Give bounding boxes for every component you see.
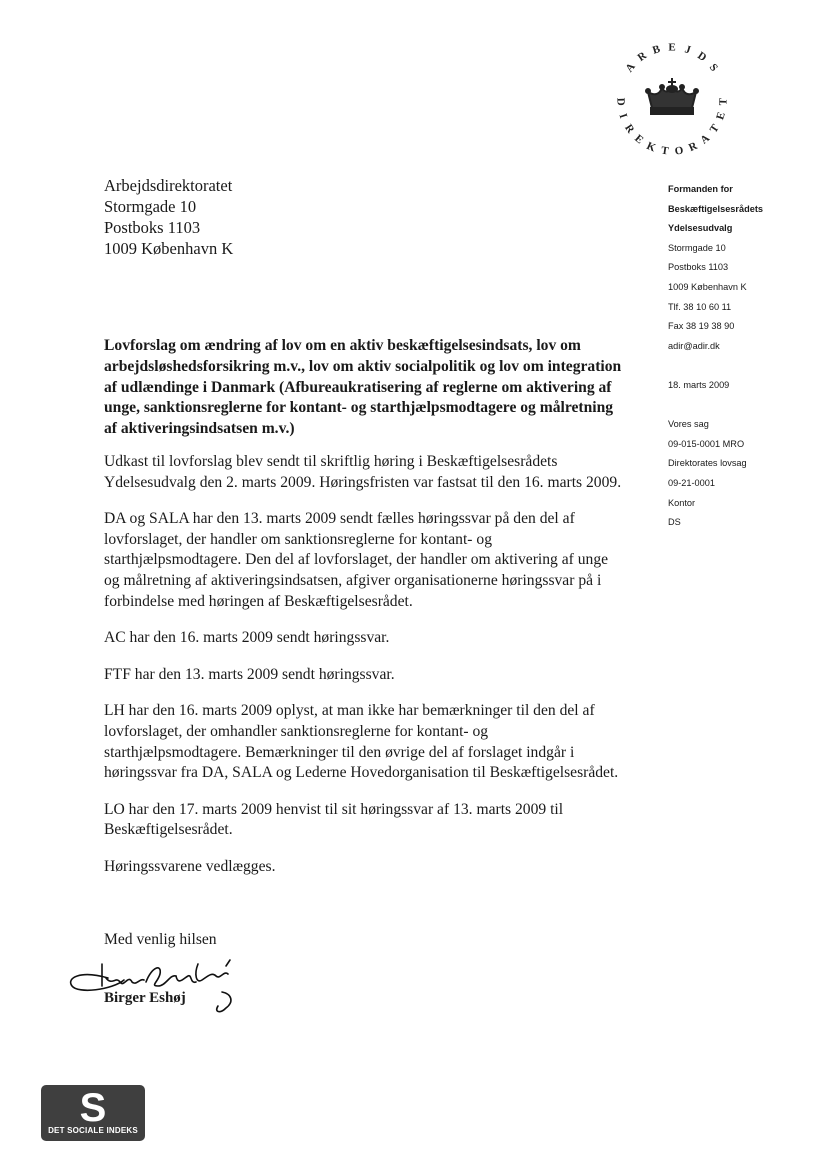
sidebar-ref-line: 09-21-0001 (668, 477, 715, 488)
sidebar-ref-line: Kontor (668, 497, 696, 508)
body-paragraph: LH har den 16. marts 2009 oplyst, at man ikke har bemærkninger til den del af lovforslaget, der omhandler sanktionsreglerne for kontant- og starthjælpsmodtagere. Bemærkninger til den øvrige del af forslaget indgår i høringssvar fra DA, SALA og Lederne Hovedorganisation til Beskæftigelsesrådet. (104, 702, 619, 782)
sidebar-ref-line: DS (668, 517, 681, 528)
seal-letter: T (660, 144, 670, 158)
recipient-line: 1009 København K (104, 239, 234, 258)
body-paragraph: FTF har den 13. marts 2009 sendt høringssvar. (104, 665, 395, 683)
sidebar-address-line: 1009 København K (668, 281, 747, 292)
crown-icon (646, 78, 698, 114)
seal-letter: R (622, 122, 637, 136)
recipient-line: Postboks 1103 (104, 218, 201, 237)
sidebar-org-line: Ydelsesudvalg (668, 223, 733, 234)
sidebar-ref-line: Direktorates lovsag (668, 458, 747, 469)
sidebar-ref-line: 09-015-0001 MRO (668, 438, 745, 449)
seal-letter: E (714, 110, 728, 122)
seal-letter: A (623, 60, 638, 75)
recipient-address (104, 175, 233, 259)
sidebar-email: adir@adir.dk (668, 340, 720, 351)
body-paragraph: AC har den 16. marts 2009 sendt høringssvar. (104, 629, 390, 647)
seal-letter: D (614, 97, 627, 106)
arbejdsdirektoratet-seal (604, 36, 740, 160)
seal-letter: B (651, 43, 662, 57)
letter-date: 18. marts 2009 (668, 379, 730, 390)
letter-subject: Lovforslag om ændring af lov om en aktiv beskæftigelsesindsats, lov om arbejdsløshedsforsikring m.v., lov om aktiv socialpolitik og lov om integration af udlændinge i Danmark (Afbureaukratisering af reglerne om aktivering af unge, sanktionsreglerne for kontant- og starthjælpsmodtagere og målretning af aktiveringsindsatsen m.v.) (104, 337, 622, 438)
sender-sidebar (668, 180, 818, 533)
sidebar-phone: Tlf. 38 10 60 11 (668, 301, 732, 312)
body-paragraph: Høringssvarene vedlægges. (104, 857, 276, 875)
seal-letter: J (683, 43, 693, 57)
recipient-line: Arbejdsdirektoratet (104, 176, 233, 195)
sidebar-address-line: Postboks 1103 (668, 262, 729, 273)
det-sociale-indeks-logo (41, 1085, 145, 1141)
seal-letter: K (644, 139, 658, 155)
seal-letter: S (706, 61, 720, 74)
sidebar-fax: Fax 38 19 38 90 (668, 321, 735, 332)
sidebar-address-line: Stormgade 10 (668, 242, 726, 253)
seal-letter: A (698, 132, 713, 147)
seal-letter: E (668, 41, 676, 54)
logo-text: DET SOCIALE INDEKS (48, 1126, 138, 1135)
seal-letter: R (635, 49, 649, 65)
signer-name: Birger Eshøj (104, 990, 186, 1006)
seal-letter: O (674, 144, 685, 158)
seal-letter: I (616, 112, 630, 120)
body-paragraph: DA og SALA har den 13. marts 2009 sendt fælles høringssvar på den del af lovforslaget, der handler om sanktionsreglerne for kontant- og starthjælpsmodtagere. Den del af lovforslaget, der handler om aktivering af unge og målretning af aktiveringsindsatsen, afgiver organisationerne høringssvar på i forbindelse med høringen af Beskæftigelsesrådet. (104, 510, 609, 610)
letter-body (104, 452, 624, 894)
seal-letter: D (695, 49, 709, 65)
handwritten-signature (62, 956, 252, 1018)
body-paragraph: Udkast til lovforslag blev sendt til skriftlig høring i Beskæftigelsesrådets Ydelsesudvalg den 2. marts 2009. Høringsfristen var fastsat til den 16. marts 2009. (104, 453, 622, 491)
seal-letter: E (632, 132, 646, 147)
sidebar-org-line: Formanden for (668, 184, 733, 194)
closing-greeting: Med venlig hilsen (104, 931, 217, 948)
logo-letter: S (79, 1086, 107, 1130)
recipient-line: Stormgade 10 (104, 197, 197, 216)
sidebar-org-line: Beskæftigelsesrådets (668, 203, 763, 214)
seal-letter: R (686, 139, 700, 155)
body-paragraph: LO har den 17. marts 2009 henvist til sit høringssvar af 13. marts 2009 til Beskæftigelsesrådet. (104, 800, 564, 839)
sidebar-ref-line: Vores sag (668, 419, 709, 430)
seal-letter: T (707, 122, 722, 136)
seal-letter: T (717, 97, 730, 106)
